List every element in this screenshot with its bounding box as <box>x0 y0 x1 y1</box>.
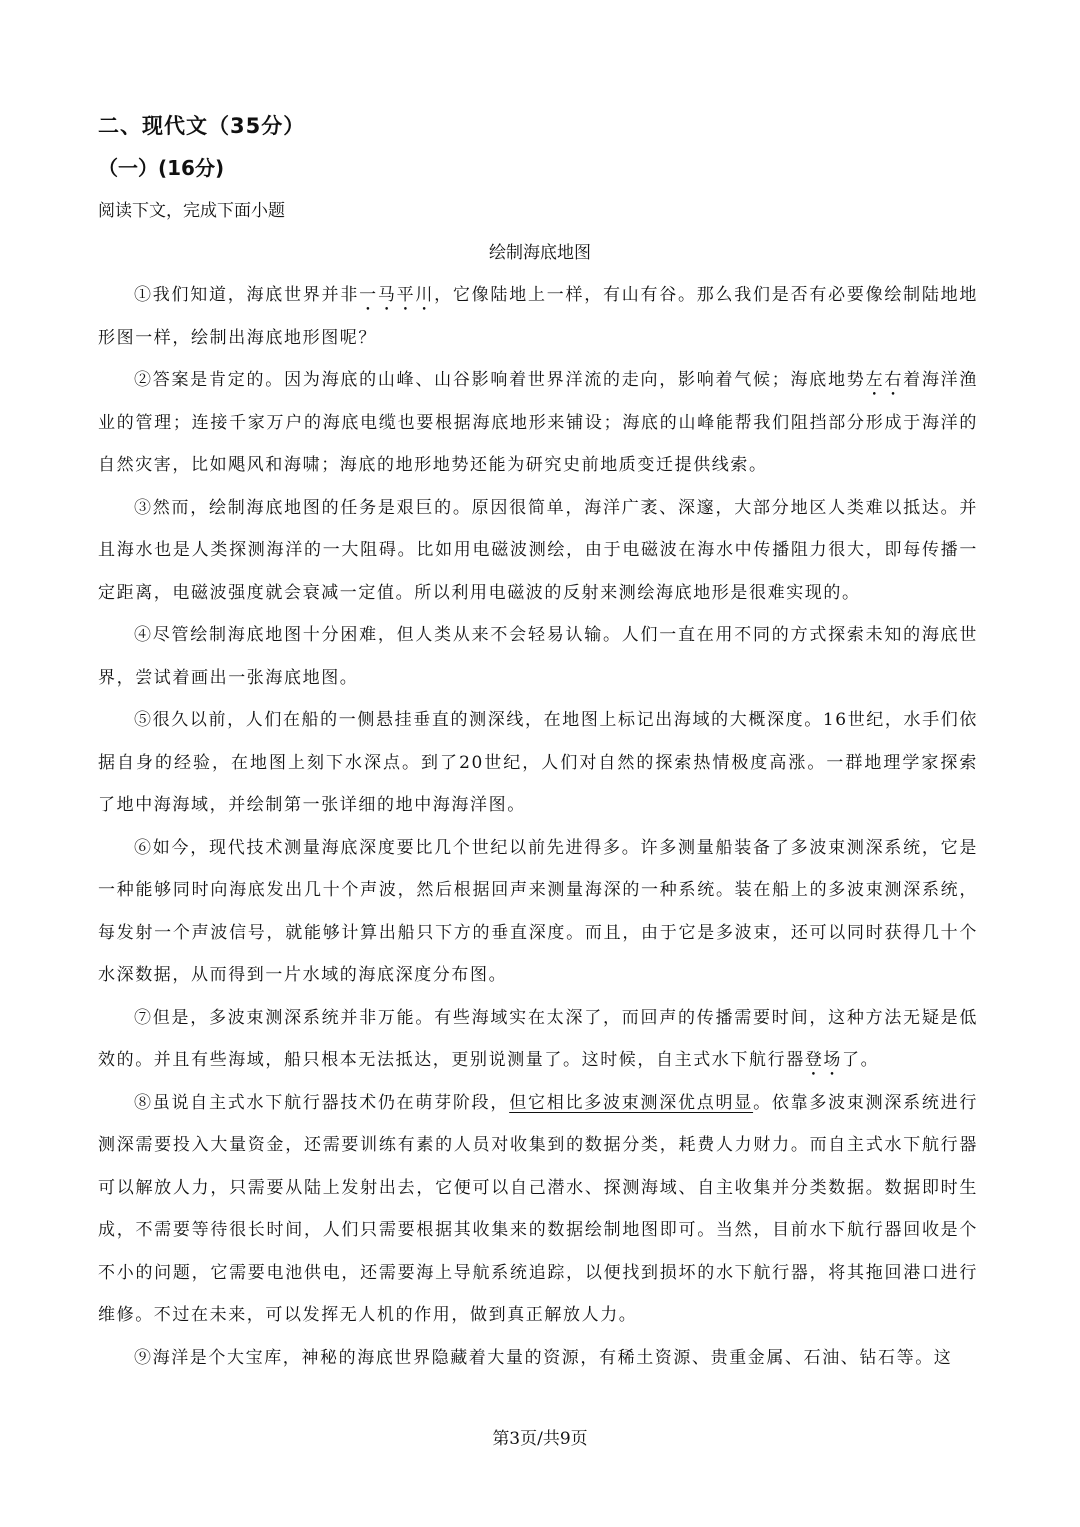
page-number: 第3页/共9页 <box>492 1429 588 1449</box>
reading-instruction: 阅读下文，完成下面小题 <box>98 201 285 221</box>
section-title: 二、现代文（35分） <box>98 114 306 138</box>
paragraph-1: ①我们知道，海底世界并非一马平川，它像陆地上一样，有山有谷。那么我们是否有必要像绘制陆地地形图一样，绘制出海底地形图呢？ <box>98 285 978 348</box>
paragraph-8: ⑧虽说自主式水下航行器技术仍在萌芽阶段，但它相比多波束测深优点明显。依靠多波束测深系统进行测深需要投入大量资金，还需要训练有素的人员对收集到的数据分类，耗费人力财力。而自主式水下航行器可以解放人力，只需要从陆上发射出去，它便可以自己潜水、探测海域、自主收集并分类数据。数据即时生成，不需要等待很长时间，人们只需要根据其收集来的数据绘制地图即可。当然，目前水下航行器回收是个不小的问题，它需要电池供电，还需要海上导航系统追踪，以便找到损坏的水下航行器，将其拖回港口进行维修。不过在未来，可以发挥无人机的作用，做到真正解放人力。 <box>98 1092 979 1325</box>
sub-section-title: （一）(16分) <box>98 156 225 180</box>
dotted-phrase: 一马平川 <box>359 285 435 305</box>
underlined-sentence: 但它相比多波束测深优点明显 <box>509 1092 754 1113</box>
paragraph-9: ⑨海洋是个大宝库，神秘的海底世界隐藏着大量的资源，有稀土资源、贵重金属、石油、钻石等。这 <box>134 1347 953 1368</box>
paragraph-5: ⑤很久以前，人们在船的一侧悬挂垂直的测深线，在地图上标记出海域的大概深度。16世纪，水手们依据自身的经验，在地图上刻下水深点。到了20世纪，人们对自然的探索热情极度高涨。一群地理学家探索了地中海海域，并绘制第一张详细的地中海海洋图。 <box>98 710 978 815</box>
paragraph-6: ⑥如今，现代技术测量海底深度要比几个世纪以前先进得多。许多测量船装备了多波束测深系统，它是一种能够同时向海底发出几十个声波，然后根据回声来测量海深的一种系统。装在船上的多波束测深系统，每发射一个声波信号，就能够计算出船只下方的垂直深度。而且，由于它是多波束，还可以同时获得几十个水深数据，从而得到一片水域的海底深度分布图。 <box>98 837 978 985</box>
article-title: 绘制海底地图 <box>489 243 591 263</box>
dotted-phrase: 左右 <box>865 370 904 390</box>
article-body <box>98 274 978 1379</box>
paragraph-3: ③然而，绘制海底地图的任务是艰巨的。原因很简单，海洋广袤、深邃，大部分地区人类难以抵达。并且海水也是人类探测海洋的一大阻碍。比如用电磁波测绘，由于电磁波在海水中传播阻力很大，即每传播一定距离，电磁波强度就会衰减一定值。所以利用电磁波的反射来测绘海底地形是很难实现的。 <box>98 497 978 603</box>
paragraph-2: ②答案是肯定的。因为海底的山峰、山谷影响着世界洋流的走向，影响着气候；海底地势左右着海洋渔业的管理；连接千家万户的海底电缆也要根据海底地形来铺设；海底的山峰能帮我们阻挡部分形成于海洋的自然灾害，比如飓风和海啸；海底的地形地势还能为研究史前地质变迁提供线索。 <box>98 370 979 475</box>
dotted-phrase: 登场 <box>804 1050 843 1070</box>
paragraph-7: ⑦但是，多波束测深系统并非万能。有些海域实在太深了，而回声的传播需要时间，这种方法无疑是低效的。并且有些海域，船只根本无法抵达，更别说测量了。这时候，自主式水下航行器登场了。 <box>98 1007 978 1070</box>
paragraph-4: ④尽管绘制海底地图十分困难，但人类从来不会轻易认输。人们一直在用不同的方式探索未知的海底世界，尝试着画出一张海底地图。 <box>98 625 978 688</box>
